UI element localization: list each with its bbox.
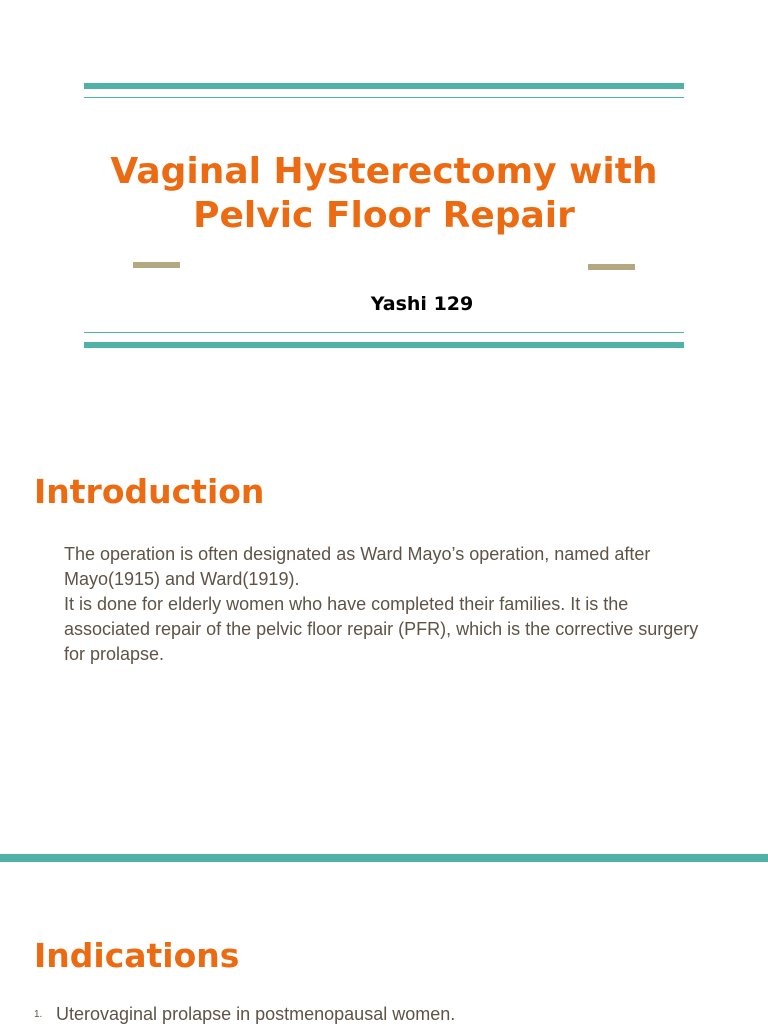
- title-line-1: Vaginal Hysterectomy with: [110, 151, 658, 192]
- introduction-body: [64, 542, 714, 667]
- list-item-text: Uterovaginal prolapse in postmenopausal women.: [56, 1004, 456, 1024]
- list-item: [34, 1002, 734, 1026]
- indications-heading: Indications: [34, 936, 240, 975]
- title-top-thin-rule: [84, 97, 684, 98]
- list-item-number: 1.: [34, 1008, 43, 1020]
- presentation-title: [84, 150, 684, 238]
- title-bottom-thick-rule: [84, 342, 684, 348]
- slide-divider: [0, 854, 768, 862]
- title-line-2: Pelvic Floor Repair: [193, 195, 575, 236]
- presentation-subtitle: Yashi 129: [370, 293, 474, 315]
- intro-paragraph: It is done for elderly women who have completed their families. It is the associated repair of the pelvic floor repair (PFR), which is the corrective surgery for prolapse.: [64, 594, 699, 664]
- title-top-thick-rule: [84, 83, 684, 89]
- title-bottom-thin-rule: [84, 332, 684, 333]
- right-accent-dash: [588, 264, 635, 270]
- intro-paragraph: The operation is often designated as Ward Mayo’s operation, named after Mayo(1915) and Ward(1919).: [64, 544, 651, 589]
- introduction-heading: Introduction: [34, 472, 265, 511]
- left-accent-dash: [133, 262, 180, 268]
